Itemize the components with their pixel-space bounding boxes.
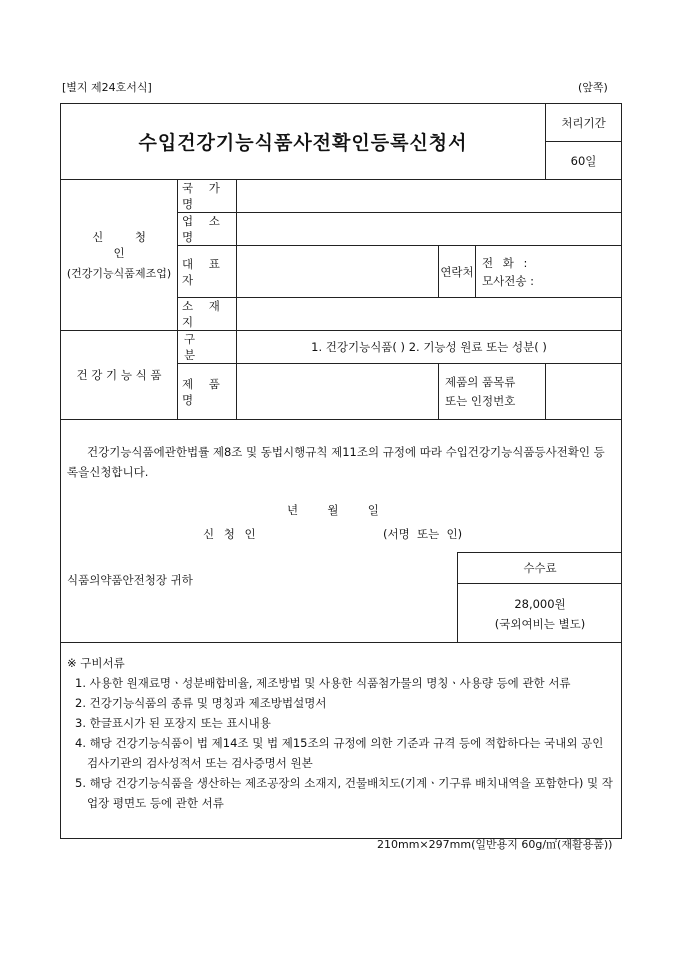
address-field[interactable] [237,298,622,331]
contact-label: 연락처 [439,246,476,298]
product-name-field[interactable] [237,364,439,420]
paper-spec: 210mm×297mm(일반용지 60g/㎡(재활용품)) [377,838,613,851]
fax-label: 모사전송 : [482,273,534,288]
fee-label: 수수료 [458,553,622,584]
page-side: (앞쪽) [578,81,608,94]
applicant-label-cell [61,180,178,331]
fee-note: (국외여비는 별도) [494,617,586,631]
fee-box [457,552,622,643]
item-number-label-line1: 제품의 품목류 [445,374,516,389]
requirement-item: 3. 한글표시가 된 포장지 또는 표시내용 [75,716,271,730]
country-field[interactable] [237,180,622,213]
representative-label: 대 표 자 [178,246,237,298]
business-name-field[interactable] [237,213,622,246]
processing-period-value: 60일 [546,142,622,180]
applicant-sublabel: (건강기능식품제조업) [66,267,172,280]
phone-label: 전 화 : [482,255,531,270]
signer-label: 신 청 인 [203,527,259,541]
category-options[interactable]: 1. 건강기능식품( ) 2. 기능성 원료 또는 성분( ) [237,331,622,364]
declaration-cell [61,420,622,643]
application-form [60,103,622,839]
requirement-item: 5. 해당 건강기능식품을 생산하는 제조공장의 소재지, 건물배치도(기계ㆍ기구류 배치내역을 포함한다) 및 작업장 평면도 등에 관한 서류 [75,776,613,810]
applicant-label: 신 청 인 [92,230,160,260]
business-name-label: 업 소 명 [178,213,237,246]
requirements-cell [61,643,622,839]
contact-field[interactable] [476,246,622,298]
item-number-label [439,364,546,420]
signature-placeholder[interactable]: (서명 또는 인) [383,527,463,541]
requirement-item: 2. 건강기능식품의 종류 및 명칭과 제조방법설명서 [75,696,327,710]
requirements-title: ※ 구비서류 [67,656,125,670]
fee-amount: 28,000원 [514,597,566,611]
product-label: 건 강 기 능 식 품 [61,331,178,420]
processing-period-label: 처리기간 [546,104,622,142]
item-number-field[interactable] [546,364,622,420]
recipient: 식품의약품안전청장 귀하 [67,573,193,587]
declaration-text: 건강기능식품에관한법률 제8조 및 동법시행규칙 제11조의 규정에 따라 수입건강기능식품등사전확인 등록을신청합니다. [67,445,605,479]
item-number-label-line2: 또는 인정번호 [445,393,516,408]
address-label: 소 재 지 [178,298,237,331]
form-title: 수입건강기능식품사전확인등록신청서 [138,132,468,154]
country-label: 국 가 명 [178,180,237,213]
representative-field[interactable] [237,246,439,298]
category-label: 구 분 [178,331,237,364]
requirement-item: 4. 해당 건강기능식품이 법 제14조 및 법 제15조의 규정에 의한 기준과 규격 등에 적합하다는 국내외 공인검사기관의 검사성적서 또는 검사증명서 원본 [75,736,604,770]
declaration-date: 년 월 일 [287,503,379,517]
form-title-cell [61,104,546,180]
requirement-item: 1. 사용한 원재료명ㆍ성분배합비율, 제조방법 및 사용한 식품첨가물의 명칭ㆍ사용량 등에 관한 서류 [75,676,571,690]
form-number: [별지 제24호서식] [62,81,152,94]
product-name-label: 제 품 명 [178,364,237,420]
